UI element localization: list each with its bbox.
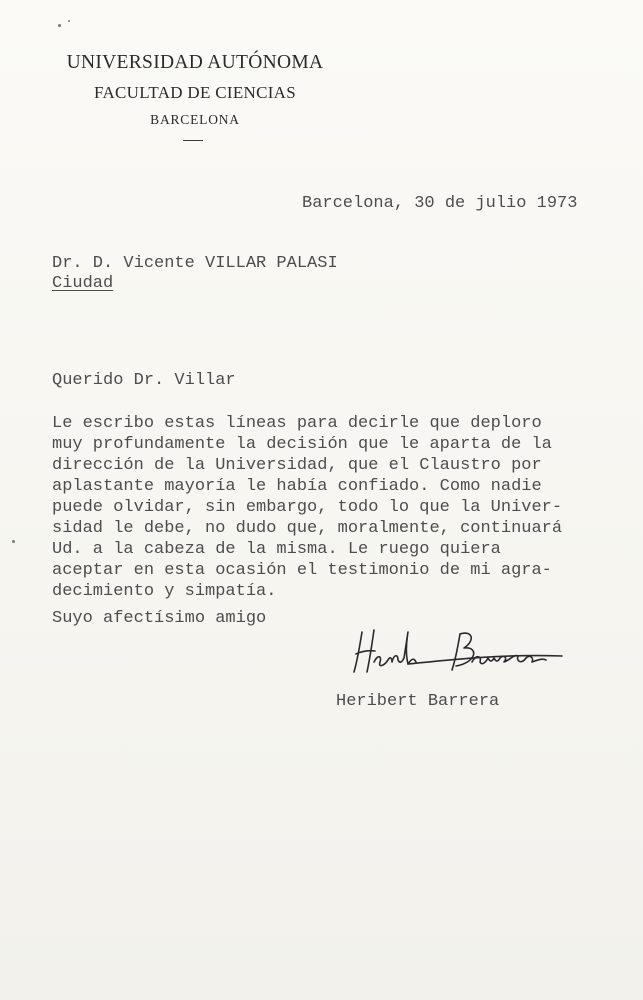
recipient-name: Dr. D. Vicente VILLAR PALASI bbox=[52, 254, 338, 273]
letterhead-faculty: FACULTAD DE CIENCIAS bbox=[93, 83, 297, 102]
body-line: Ud. a la cabeza de la misma. Le ruego quiera bbox=[52, 540, 501, 559]
body-line: dirección de la Universidad, que el Claustro por bbox=[52, 456, 542, 475]
closing-line: Suyo afectísimo amigo bbox=[52, 609, 267, 628]
paper-speck bbox=[58, 24, 61, 27]
letterhead-university: UNIVERSIDAD AUTÓNOMA bbox=[66, 52, 324, 73]
body-line: aplastante mayoría le había confiado. Como nadie bbox=[52, 477, 542, 496]
paper-speck bbox=[12, 540, 15, 543]
typed-signatory-name: Heribert Barrera bbox=[336, 692, 500, 711]
body-line: sidad le debe, no dudo que, moralmente, continuará bbox=[52, 519, 563, 538]
body-line: muy profundamente la decisión que le aparta de la bbox=[52, 435, 552, 454]
body-line: decimiento y simpatía. bbox=[52, 582, 277, 601]
letterhead-rule bbox=[183, 140, 203, 141]
body-line: puede olvidar, sin embargo, todo lo que la Univer- bbox=[52, 498, 563, 517]
salutation: Querido Dr. Villar bbox=[52, 371, 236, 390]
date-line: Barcelona, 30 de julio 1973 bbox=[302, 194, 578, 213]
handwritten-signature bbox=[348, 624, 578, 680]
body-line: Le escribo estas líneas para decirle que deploro bbox=[52, 414, 542, 433]
body-line: aceptar en esta ocasión el testimonio de mi agra- bbox=[52, 561, 552, 580]
letterhead-city: BARCELONA bbox=[150, 112, 240, 127]
paper-speck bbox=[68, 20, 70, 22]
recipient-city: Ciudad bbox=[52, 274, 114, 293]
